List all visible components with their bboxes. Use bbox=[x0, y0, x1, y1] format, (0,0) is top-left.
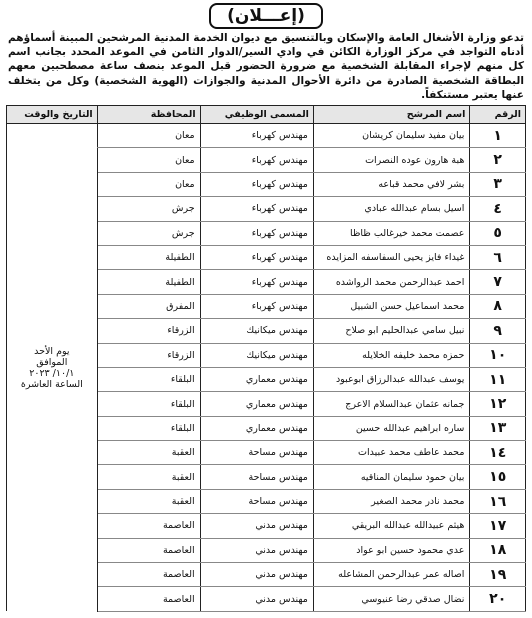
row-governorate: جرش bbox=[97, 221, 200, 245]
row-candidate-name: بيان حمود سليمان المناقيه bbox=[313, 465, 470, 489]
datetime-line1: يوم الأحد bbox=[34, 345, 70, 357]
row-number: ١٦ bbox=[470, 489, 526, 513]
row-number: ١ bbox=[470, 124, 526, 148]
row-candidate-name: عصمت محمد خيرغالب ظاظا bbox=[313, 221, 470, 245]
row-number: ١٥ bbox=[470, 465, 526, 489]
row-job-title: مهندس كهرباء bbox=[200, 245, 313, 269]
row-governorate: البلقاء bbox=[97, 367, 200, 391]
row-number: ٦ bbox=[470, 245, 526, 269]
row-number: ١٠ bbox=[470, 343, 526, 367]
row-governorate: جرش bbox=[97, 197, 200, 221]
row-candidate-name: اسيل بسام عبدالله عبادي bbox=[313, 197, 470, 221]
row-candidate-name: محمد اسماعيل حسن الشبيل bbox=[313, 294, 470, 318]
row-number: ٣ bbox=[470, 172, 526, 196]
row-candidate-name: جمانه عثمان عبدالسلام الاعرج bbox=[313, 392, 470, 416]
row-candidate-name: عدي محمود حسين ابو عواد bbox=[313, 538, 470, 562]
datetime-line3: ١٠/١/ ٢٠٢٣ bbox=[29, 367, 75, 379]
row-candidate-name: يوسف عبدالله عبدالرزاق ابوعبود bbox=[313, 367, 470, 391]
row-governorate: الطفيلة bbox=[97, 245, 200, 269]
row-job-title: مهندس معماري bbox=[200, 367, 313, 391]
row-number: ١٤ bbox=[470, 441, 526, 465]
row-number: ١٢ bbox=[470, 392, 526, 416]
row-governorate: الزرقاء bbox=[97, 319, 200, 343]
row-job-title: مهندس مساحة bbox=[200, 489, 313, 513]
row-job-title: مهندس كهرباء bbox=[200, 221, 313, 245]
row-governorate: العقبة bbox=[97, 465, 200, 489]
row-candidate-name: اصاله عمر عبدالرحمن المشاعله bbox=[313, 563, 470, 587]
row-number: ١٧ bbox=[470, 514, 526, 538]
row-number: ١١ bbox=[470, 367, 526, 391]
datetime-line2: الموافق bbox=[36, 356, 68, 368]
row-candidate-name: محمد نادر محمد الصغير bbox=[313, 489, 470, 513]
row-number: ٢ bbox=[470, 148, 526, 172]
row-number: ٥ bbox=[470, 221, 526, 245]
candidates-table bbox=[6, 105, 526, 612]
row-candidate-name: غيداء فايز يحيى السفاسفه المزايده bbox=[313, 245, 470, 269]
row-number: ١٨ bbox=[470, 538, 526, 562]
intro-paragraph: تدعو وزارة الأشغال العامة والإسكان وبالتنسيق مع ديوان الخدمة المدنية المرشحين المبينة أسماؤهم أدناه التواجد في مركز الوزارة الكائن في وادي السير/الدوار الثامن في الموعد المحدد بجانب اسم كل منهم لإجراء المقابلة الشخصية مع ضرورة الحضور قبل الموعد بنصف ساعة مصطحبين معهم البطاقة الشخصية الصادرة من دائرة الأحوال المدنية والجوازات (الهوية الشخصية) وكل من يتخلف عنها يعتبر مستنكفاً. bbox=[8, 32, 524, 101]
header-num: الرقم bbox=[470, 106, 526, 124]
row-job-title: مهندس معماري bbox=[200, 392, 313, 416]
row-job-title: مهندس ميكانيك bbox=[200, 319, 313, 343]
row-job-title: مهندس مساحة bbox=[200, 441, 313, 465]
table-row bbox=[7, 124, 526, 148]
row-candidate-name: نبيل سامي عبدالحليم ابو صلاح bbox=[313, 319, 470, 343]
header-name: اسم المرشح bbox=[313, 106, 470, 124]
row-governorate: المفرق bbox=[97, 294, 200, 318]
row-governorate: الطفيلة bbox=[97, 270, 200, 294]
page-title: (إعـــلان) bbox=[209, 3, 323, 29]
row-number: ٨ bbox=[470, 294, 526, 318]
row-job-title: مهندس كهرباء bbox=[200, 197, 313, 221]
header-gov: المحافظة bbox=[97, 106, 200, 124]
row-job-title: مهندس معماري bbox=[200, 416, 313, 440]
row-governorate: العقبة bbox=[97, 489, 200, 513]
row-number: ١٣ bbox=[470, 416, 526, 440]
row-candidate-name: بيان مفيد سليمان كريشان bbox=[313, 124, 470, 148]
row-job-title: مهندس كهرباء bbox=[200, 270, 313, 294]
row-job-title: مهندس كهرباء bbox=[200, 148, 313, 172]
row-number: ٢٠ bbox=[470, 587, 526, 611]
row-governorate: العقبة bbox=[97, 441, 200, 465]
header-datetime: التاريخ والوقت bbox=[7, 106, 98, 124]
row-job-title: مهندس كهرباء bbox=[200, 294, 313, 318]
row-governorate: العاصمة bbox=[97, 563, 200, 587]
row-governorate: معان bbox=[97, 172, 200, 196]
row-job-title: مهندس كهرباء bbox=[200, 124, 313, 148]
row-candidate-name: محمد عاطف محمد عبيدات bbox=[313, 441, 470, 465]
row-number: ١٩ bbox=[470, 563, 526, 587]
table-header-row bbox=[7, 106, 526, 124]
row-job-title: مهندس مدني bbox=[200, 514, 313, 538]
row-job-title: مهندس مدني bbox=[200, 538, 313, 562]
datetime-line4: الساعة العاشرة bbox=[20, 378, 83, 390]
row-job-title: مهندس ميكانيك bbox=[200, 343, 313, 367]
row-governorate: البلقاء bbox=[97, 392, 200, 416]
header-title: المسمى الوظيفي bbox=[200, 106, 313, 124]
row-candidate-name: ساره ابراهيم عبدالله حسين bbox=[313, 416, 470, 440]
title-wrap bbox=[6, 3, 526, 29]
row-number: ٤ bbox=[470, 197, 526, 221]
row-job-title: مهندس كهرباء bbox=[200, 172, 313, 196]
row-job-title: مهندس مدني bbox=[200, 587, 313, 611]
row-candidate-name: بشر لافي محمد قباعه bbox=[313, 172, 470, 196]
interview-datetime bbox=[7, 124, 98, 612]
row-number: ٧ bbox=[470, 270, 526, 294]
row-governorate: معان bbox=[97, 124, 200, 148]
row-governorate: معان bbox=[97, 148, 200, 172]
table-body bbox=[7, 124, 526, 612]
row-governorate: العاصمة bbox=[97, 514, 200, 538]
row-job-title: مهندس مساحة bbox=[200, 465, 313, 489]
row-governorate: العاصمة bbox=[97, 538, 200, 562]
row-candidate-name: احمد عبدالرحمن محمد الرواشده bbox=[313, 270, 470, 294]
row-governorate: البلقاء bbox=[97, 416, 200, 440]
row-job-title: مهندس مدني bbox=[200, 563, 313, 587]
row-candidate-name: هيثم عبيدالله عبدالله البريقي bbox=[313, 514, 470, 538]
row-governorate: العاصمة bbox=[97, 587, 200, 611]
row-candidate-name: هبة هارون عوده النصرات bbox=[313, 148, 470, 172]
row-candidate-name: نضال صدقي رضا عنيوسي bbox=[313, 587, 470, 611]
row-number: ٩ bbox=[470, 319, 526, 343]
row-candidate-name: حمزه محمد خليفه الخلايله bbox=[313, 343, 470, 367]
row-governorate: الزرقاء bbox=[97, 343, 200, 367]
